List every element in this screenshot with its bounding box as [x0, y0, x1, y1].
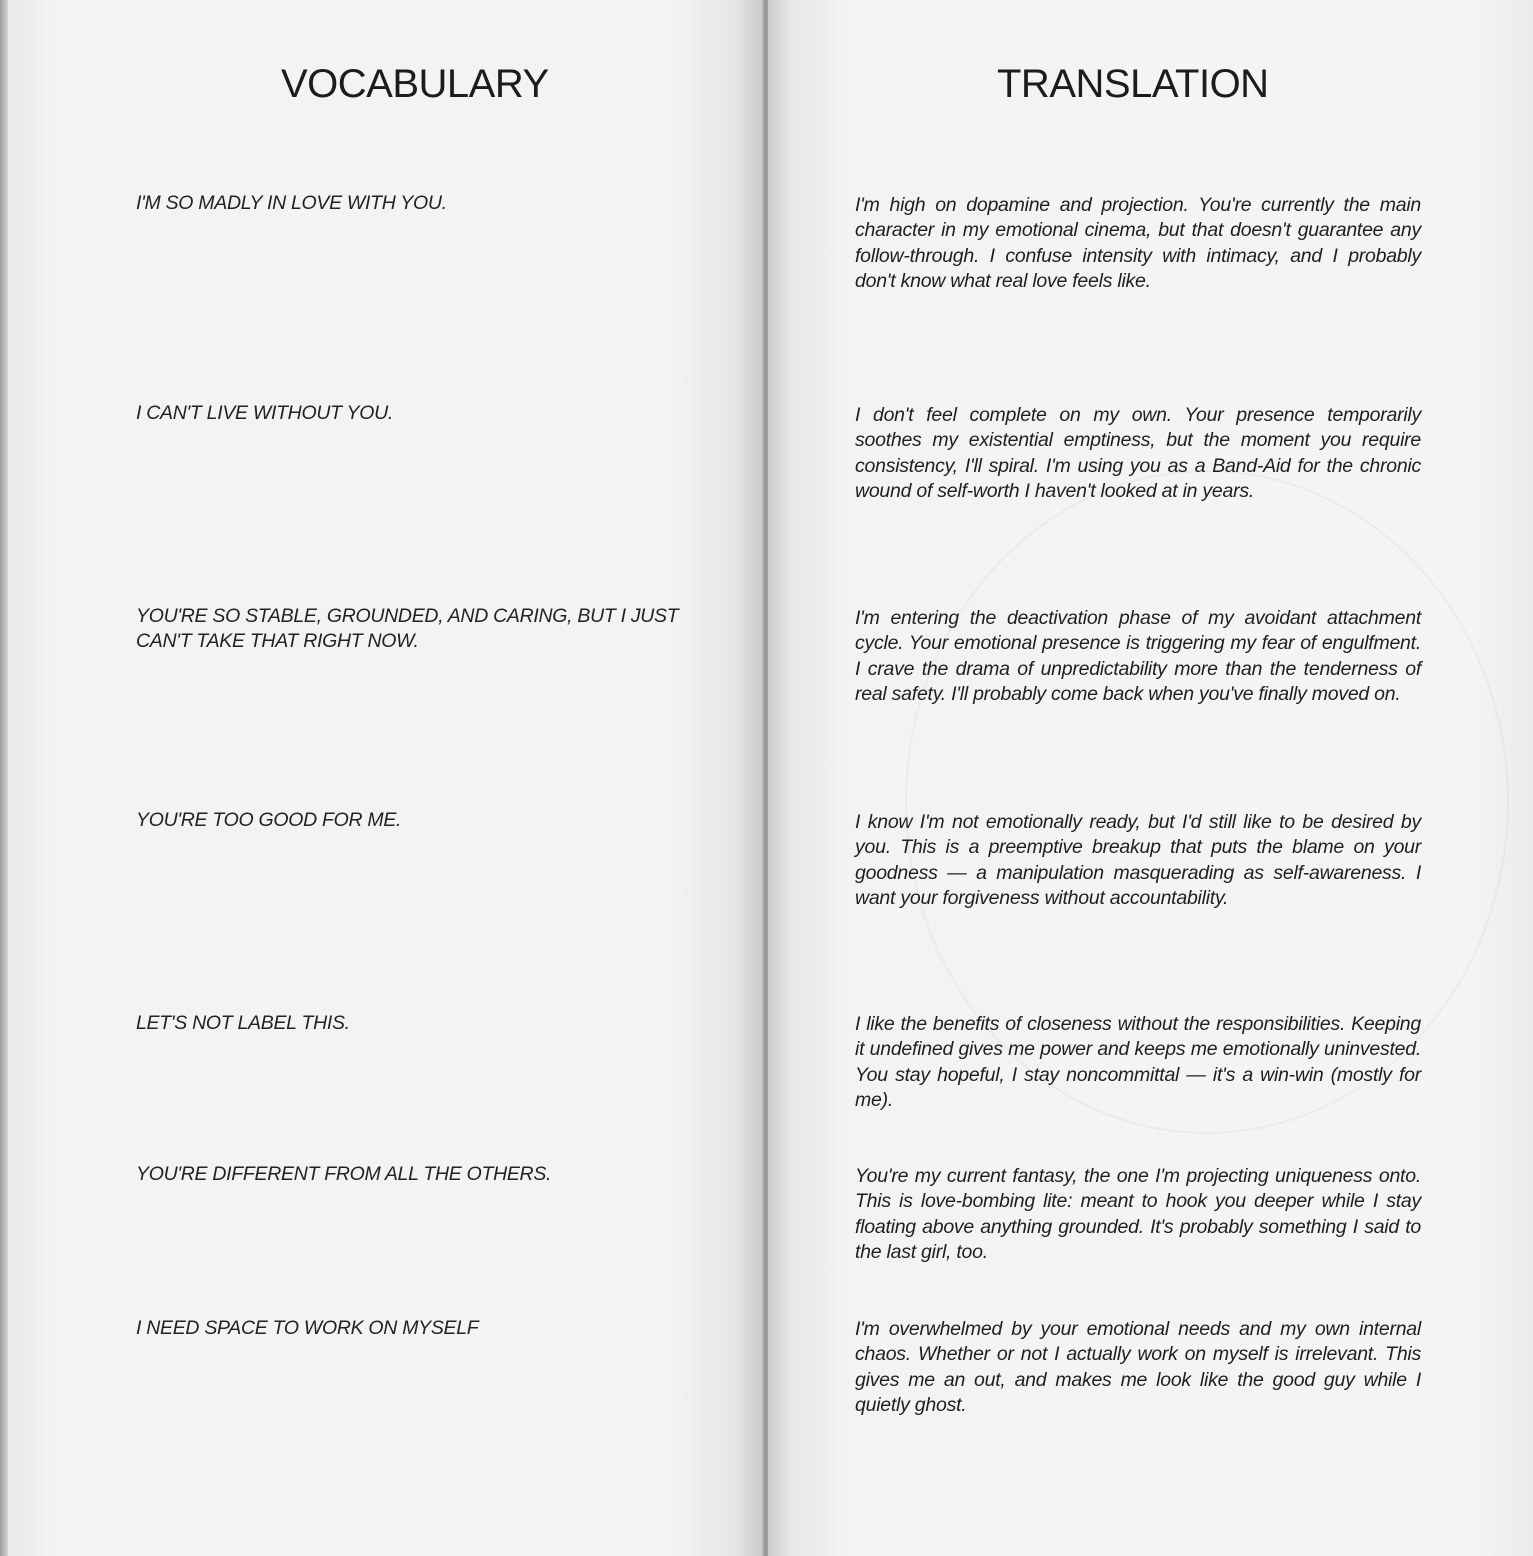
vocabulary-phrase: YOU'RE DIFFERENT FROM ALL THE OTHERS. — [136, 1163, 552, 1185]
vocabulary-phrase: I'M SO MADLY IN LOVE WITH YOU. — [136, 192, 447, 214]
vocabulary-phrase: LET'S NOT LABEL THIS. — [136, 1012, 350, 1034]
translation-paragraph: I'm overwhelmed by your emotional needs and my own internal chaos. Whether or not I actually work on myself is irrelevant. This gives me an out, and makes me look like the good guy while I quietly ghost. — [855, 1318, 1421, 1416]
translation-paragraph: You're my current fantasy, the one I'm projecting uniqueness onto. This is love-bombing lite: meant to hook you deeper while I stay floating above anything grounded. It's probably something I said to the last girl, too. — [855, 1165, 1421, 1263]
translation-paragraph: I'm high on dopamine and projection. You're currently the main character in my emotional cinema, but that doesn't guarantee any follow-through. I confuse intensity with intimacy, and I probably don't know what real love feels like. — [855, 194, 1421, 292]
vocabulary-phrase: I CAN'T LIVE WITHOUT YOU. — [136, 402, 393, 424]
translation-paragraph: I'm entering the deactivation phase of my avoidant attachment cycle. Your emotional presence is triggering my fear of engulfment. I crave the drama of unpredictability more than the tenderness of real safety. I'll probably come back when you've finally moved on. — [855, 607, 1421, 705]
book-edge — [0, 0, 8, 1556]
vocabulary-phrase: I NEED SPACE TO WORK ON MYSELF — [136, 1317, 479, 1339]
vocabulary-heading: VOCABULARY — [281, 62, 549, 106]
vocabulary-phrase: YOU'RE SO STABLE, GROUNDED, AND CARING, BUT I JUST CAN'T TAKE THAT RIGHT NOW. — [136, 605, 679, 652]
translation-paragraph: I don't feel complete on my own. Your presence temporarily soothes my existential emptiness, but the moment you require consistency, I'll spiral. I'm using you as a Band-Aid for the chronic wound of self-worth I haven't looked at in years. — [855, 404, 1421, 502]
vocabulary-phrase: YOU'RE TOO GOOD FOR ME. — [136, 809, 402, 831]
translation-paragraph: I like the benefits of closeness without the responsibilities. Keeping it undefined gives me power and keeps me emotionally uninvested. You stay hopeful, I stay noncommittal — it's a win-win (mostly for me). — [855, 1013, 1421, 1111]
translation-paragraph: I know I'm not emotionally ready, but I'd still like to be desired by you. This is a preemptive breakup that puts the blame on your goodness — a manipulation masquerading as self-awareness. I want your forgiveness without accountability. — [855, 811, 1421, 909]
translation-heading: TRANSLATION — [997, 62, 1269, 106]
